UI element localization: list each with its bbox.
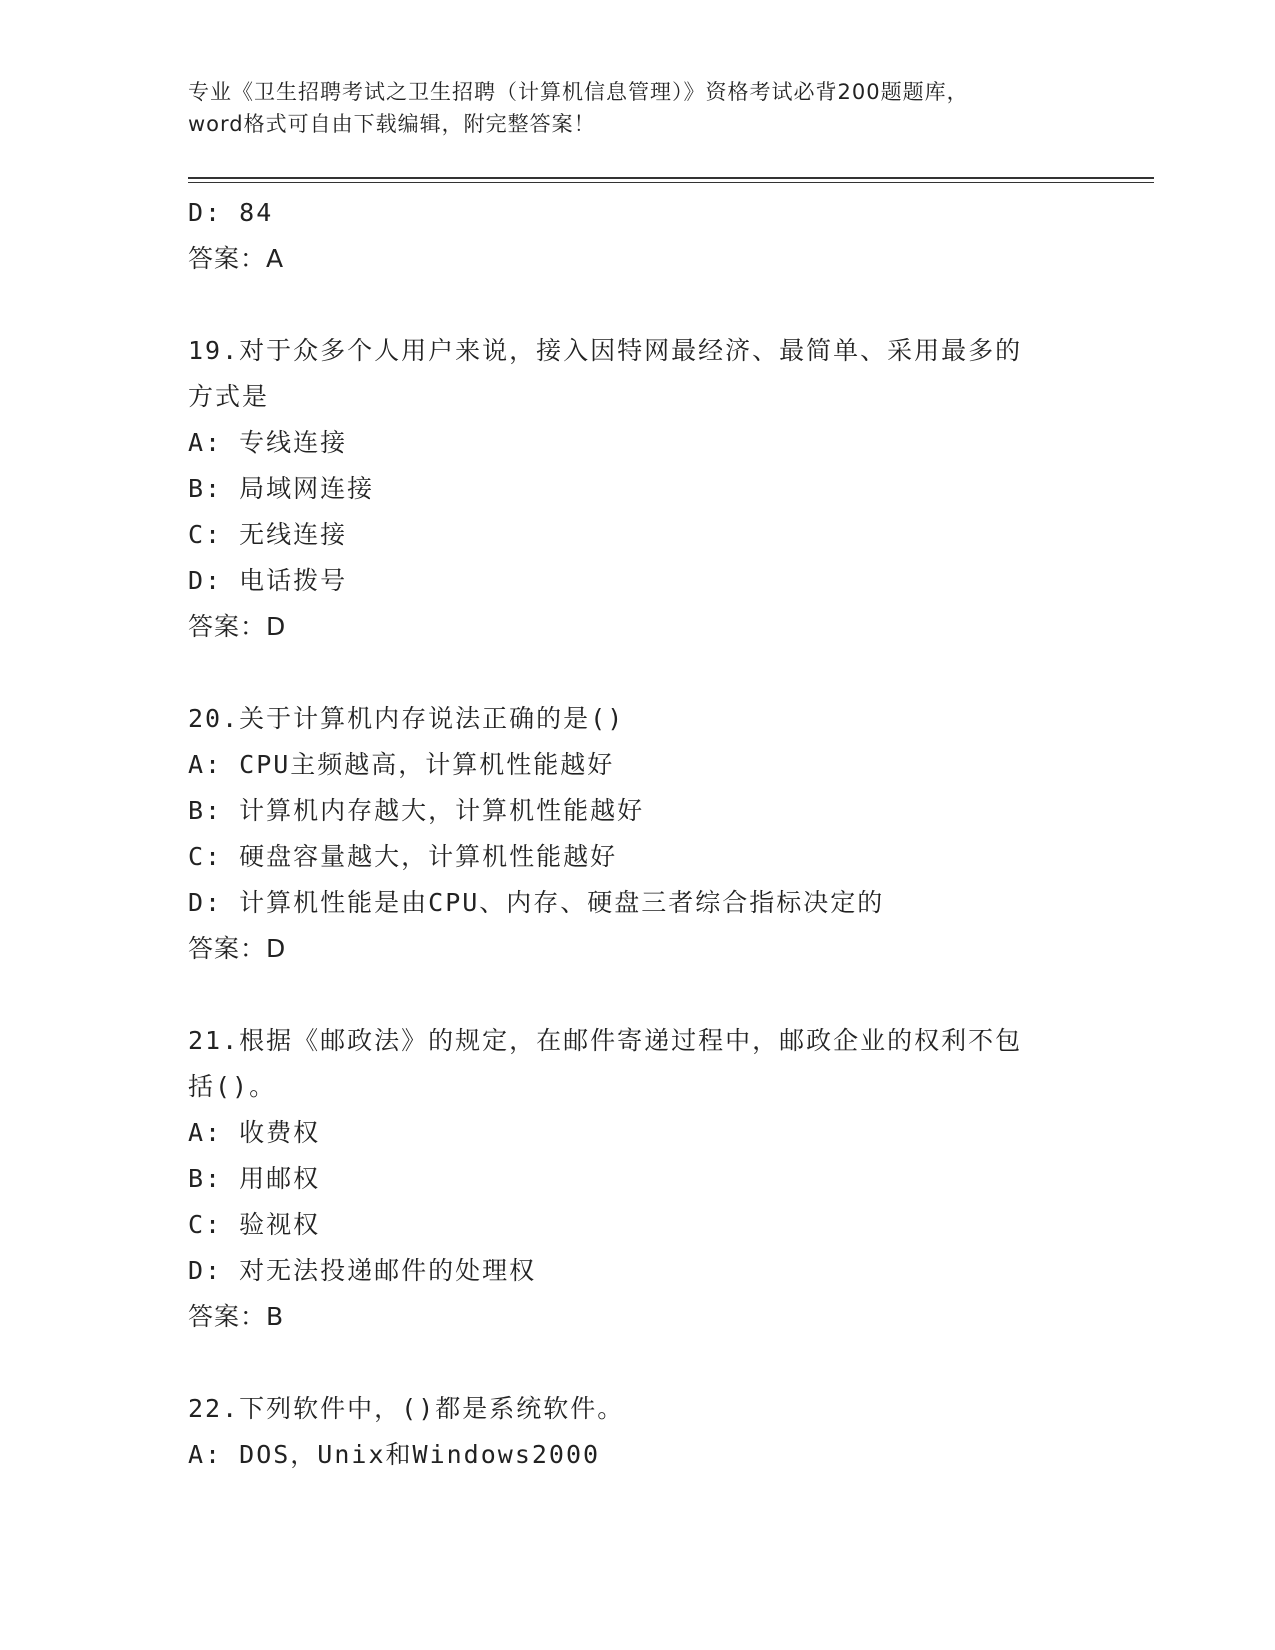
option-d: D: 对无法投递邮件的处理权 [188,1256,537,1285]
answer-line: 答案：A [188,244,285,273]
document-header [188,76,1088,140]
question-stem-continued: 括()。 [188,1072,277,1101]
question-20 [188,696,1088,972]
header-rule-thick [188,177,1154,179]
option-c: C: 硬盘容量越大，计算机性能越好 [188,842,618,871]
question-22 [188,1386,1088,1478]
question-stem: 20.关于计算机内存说法正确的是() [188,704,625,733]
question-stem: 21.根据《邮政法》的规定，在邮件寄递过程中，邮政企业的权利不包 [188,1026,1023,1055]
spacer [188,972,1088,1018]
answer-line: 答案：D [188,934,287,963]
option-a: A: 专线连接 [188,428,348,457]
option-d: D: 84 [188,198,274,227]
option-d: D: 计算机性能是由CPU、内存、硬盘三者综合指标决定的 [188,888,885,917]
option-b: B: 用邮权 [188,1164,321,1193]
option-a: A: CPU主频越高，计算机性能越好 [188,750,615,779]
spacer [188,1340,1088,1386]
answer-line: 答案：D [188,612,287,641]
question-content [188,190,1088,1478]
option-c: C: 验视权 [188,1210,321,1239]
question-21 [188,1018,1088,1340]
option-b: B: 局域网连接 [188,474,375,503]
option-d: D: 电话拨号 [188,566,348,595]
spacer [188,282,1088,328]
header-rule-thin [188,182,1154,183]
option-a: A: 收费权 [188,1118,321,1147]
spacer [188,650,1088,696]
previous-question-tail [188,190,1088,282]
header-line-2: word格式可自由下载编辑，附完整答案！ [188,112,596,136]
option-a: A: DOS，Unix和Windows2000 [188,1440,601,1469]
question-stem-continued: 方式是 [188,382,270,411]
option-b: B: 计算机内存越大，计算机性能越好 [188,796,645,825]
question-stem: 22.下列软件中，()都是系统软件。 [188,1394,625,1423]
question-stem: 19.对于众多个人用户来说，接入因特网最经济、最简单、采用最多的 [188,336,1023,365]
option-c: C: 无线连接 [188,520,348,549]
answer-line: 答案：B [188,1302,285,1331]
question-19 [188,328,1088,650]
header-line-1: 专业《卫生招聘考试之卫生招聘（计算机信息管理）》资格考试必背200题题库， [188,80,969,104]
